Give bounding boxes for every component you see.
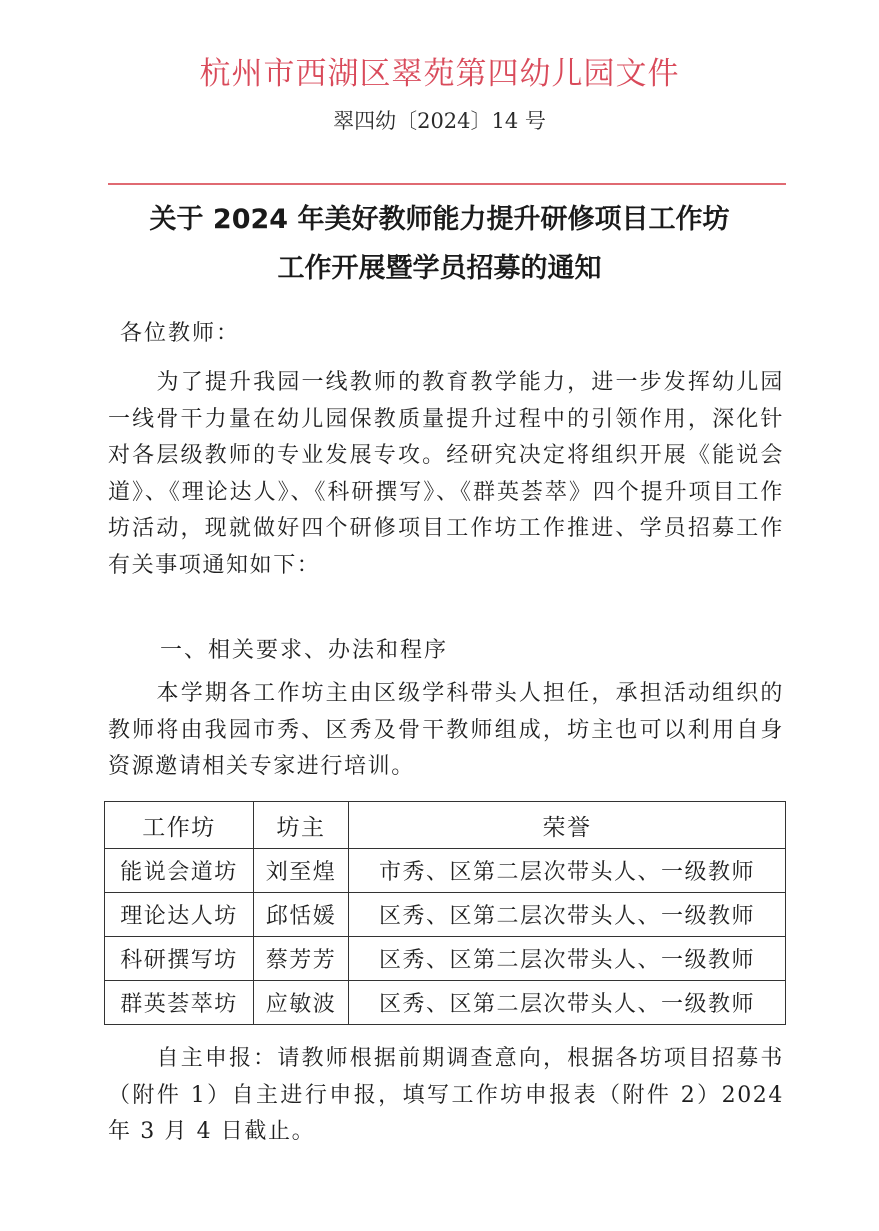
table-cell-host: 蔡芳芳 <box>254 937 349 981</box>
table-row <box>105 937 786 981</box>
paragraph-intro <box>108 365 784 584</box>
table-cell-host: 应敏波 <box>254 981 349 1025</box>
table-header-row <box>105 802 786 849</box>
document-number: 翠四幼〔2024〕14 号 <box>333 109 546 133</box>
paragraph-self-application <box>108 1041 784 1151</box>
table-cell-honors: 区秀、区第二层次带头人、一级教师 <box>349 981 786 1025</box>
table-cell-workshop: 群英荟萃坊 <box>105 981 254 1025</box>
column-header-host: 坊主 <box>254 802 349 849</box>
table-cell-workshop: 理论达人坊 <box>105 893 254 937</box>
issuing-organization-title: 杭州市西湖区翠苑第四幼儿园文件 <box>199 56 680 92</box>
table-row <box>105 893 786 937</box>
table-row <box>105 981 786 1025</box>
paragraph-intro-text: 为了提升我园一线教师的教育教学能力，进一步发挥幼儿园一线骨干力量在幼儿园保教质量提升过程中的引领作用，深化针对各层级教师的专业发展专攻。经研究决定将组织开展《能说会道》、《理论达人》、《科研撰写》、《群英荟萃》四个提升项目工作坊活动，现就做好四个研修项目工作坊工作推进、学员招募工作有关事项通知如下： <box>108 370 784 578</box>
paragraph-organizers <box>108 676 784 786</box>
table-row <box>105 849 786 893</box>
table-cell-honors: 市秀、区第二层次带头人、一级教师 <box>349 849 786 893</box>
red-divider-rule <box>108 183 786 185</box>
table-cell-honors: 区秀、区第二层次带头人、一级教师 <box>349 893 786 937</box>
paragraph-self-application-text: 自主申报：请教师根据前期调查意向，根据各坊项目招募书（附件 1）自主进行申报，填写工作坊申报表（附件 2）2024 年 3 月 4 日截止。 <box>108 1046 784 1144</box>
paragraph-organizers-text: 本学期各工作坊主由区级学科带头人担任，承担活动组织的教师将由我园市秀、区秀及骨干教师组成，坊主也可以利用自身资源邀请相关专家进行培训。 <box>108 681 784 779</box>
table-cell-honors: 区秀、区第二层次带头人、一级教师 <box>349 937 786 981</box>
greeting: 各位教师： <box>120 321 241 346</box>
column-header-workshop: 工作坊 <box>105 802 254 849</box>
column-header-honors: 荣誉 <box>349 802 786 849</box>
table-cell-workshop: 科研撰写坊 <box>105 937 254 981</box>
table-cell-host: 刘至煌 <box>254 849 349 893</box>
notice-title-line-2: 工作开展暨学员招募的通知 <box>277 253 602 284</box>
table-cell-workshop: 能说会道坊 <box>105 849 254 893</box>
table-cell-host: 邱恬媛 <box>254 893 349 937</box>
section-heading-1: 一、相关要求、办法和程序 <box>160 638 449 663</box>
workshop-table <box>104 801 786 1025</box>
notice-title-line-1: 关于 2024 年美好教师能力提升研修项目工作坊 <box>149 204 730 235</box>
